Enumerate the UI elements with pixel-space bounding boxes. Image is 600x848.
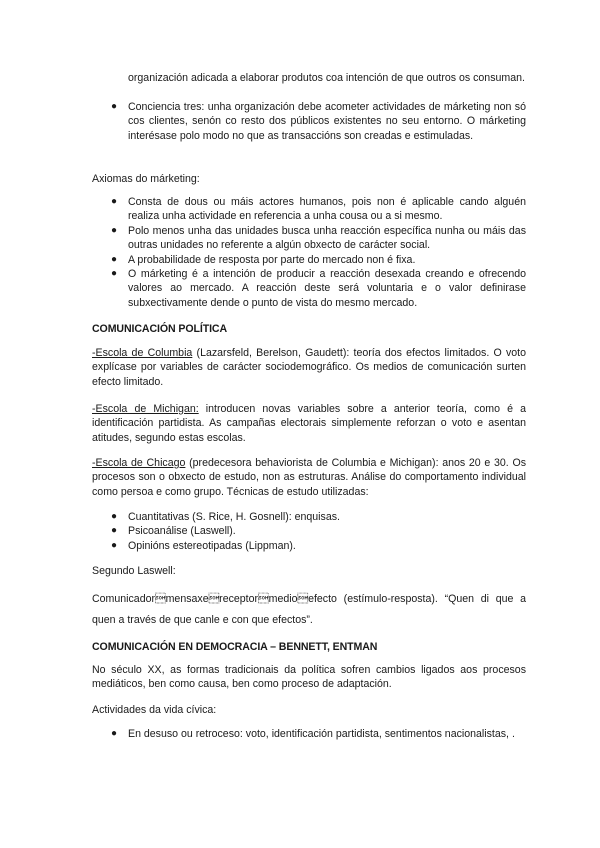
list-item: ● Polo menos unha das unidades busca unha reacción específica nunha ou máis das outras unidades no referente a algún obxecto de carácter social. — [111, 224, 526, 252]
school-label: -Escola de Columbia — [92, 347, 193, 359]
actividades-list — [92, 727, 526, 741]
list-continuation: organización adicada a elaborar produtos coa intención de que outros os consuman. — [128, 72, 525, 84]
bullet-icon: ● — [111, 224, 118, 236]
paragraph-chicago: -Escola de Chicago (predecesora behaviorista de Columbia e Michigan): anos 20 e 30. Os procesos son o obxecto de estudo, non as estruturas. Análise do comportamento individual como persoa e como grupo. Técnicas de estudo utilizadas: — [92, 457, 526, 498]
laswell-line-1: Comunicadormensaxereceptormedioefecto (estímulo-resposta). “Quen di que a — [92, 593, 526, 605]
bullet-icon: ● — [111, 728, 118, 739]
bullet-icon: ● — [111, 253, 118, 265]
bullet-icon: ● — [111, 539, 118, 551]
school-label: -Escola de Michigan: — [92, 403, 199, 415]
list-item: ● A probabilidade de resposta por parte do mercado non é fixa. — [111, 253, 416, 266]
paragraph-columbia: -Escola de Columbia (Lazarsfeld, Berelson, Gaudett): teoría dos efectos limitados. O voto explícase por variables de carácter sociodemográfico. Os medios de comunicación surten efecto limitado. — [92, 347, 527, 388]
actividades-title: Actividades da vida cívica: — [92, 704, 217, 716]
bullet-icon: ● — [111, 196, 118, 207]
school-label: -Escola de Chicago — [92, 457, 186, 469]
list-item: ● O márketing é a intención de producir a reacción desexada creando e ofrecendo valores ao mercado. A reacción deste será voluntaria e o valor definirase subxectivamente dende o punto de vista do mesmo mercado. — [111, 268, 526, 309]
list-item: ● Consta de dous ou máis actores humanos, pois non é aplicable cando alguén realiza unha actividade en referencia a unha cousa ou a si mesmo. — [111, 196, 526, 223]
tecnicas-list — [92, 510, 526, 553]
bullet-icon: ● — [111, 101, 118, 112]
bullet-icon: ● — [111, 268, 118, 280]
list-item: ● Opinións estereotipadas (Lippman). — [111, 539, 296, 552]
bullet-icon: ● — [111, 525, 118, 537]
bullet-icon: ● — [111, 511, 118, 522]
paragraph-michigan: -Escola de Michigan: introducen novas variables sobre a anterior teoría, como é a identificación partidista. As campañas electorais simplemente reforzan o voto e asentan atitudes, segundo estas escolas. — [92, 403, 526, 444]
axiomas-list — [92, 195, 526, 310]
list-item: ● Conciencia tres: unha organización debe acometer actividades de márketing non só cos clientes, senón co resto dos públicos existentes no seu entorno. O márketing interésase polo modo no que as transaccións son creadas e estimuladas. — [111, 101, 526, 142]
paragraph-democracia: No século XX, as formas tradicionais da política sofren cambios ligados aos procesos mediáticos, ben como causa, ben como proceso de adaptación. — [92, 664, 526, 691]
laswell-title: Segundo Laswell: — [92, 565, 176, 577]
list-item: ● En desuso ou retroceso: voto, identificación partidista, sentimentos nacionalistas, . — [111, 728, 515, 740]
axiomas-title: Axiomas do márketing: — [92, 173, 200, 185]
list-item: ● Psicoanálise (Laswell). — [111, 525, 236, 538]
list-item: ● Cuantitativas (S. Rice, H. Gosnell): enquisas. — [111, 511, 340, 523]
section-heading: COMUNICACIÓN EN DEMOCRACIA – BENNETT, ENTMAN — [92, 641, 378, 653]
section-heading: COMUNICACIÓN POLÍTICA — [92, 323, 228, 335]
laswell-line-2: quen a través de que canle e con que efectos”. — [92, 614, 313, 626]
top-bullet-list — [92, 100, 526, 143]
